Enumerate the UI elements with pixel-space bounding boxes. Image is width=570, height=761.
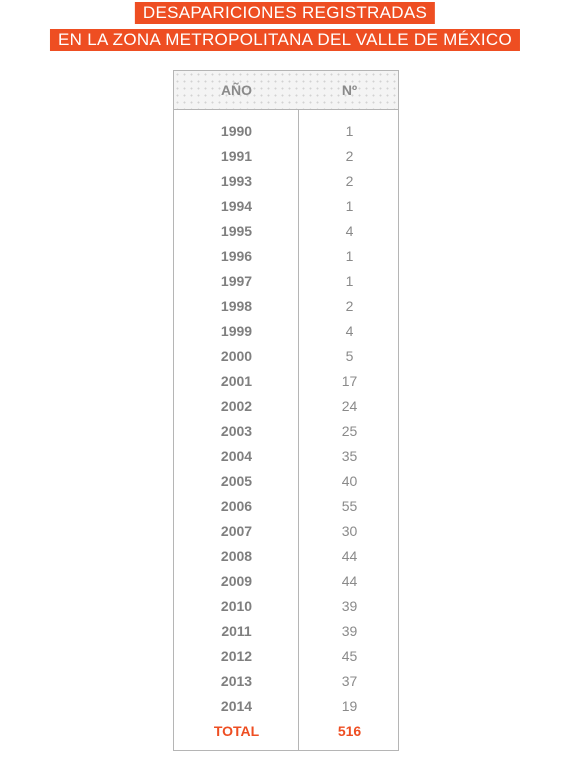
total-label: TOTAL [213,723,260,739]
year-cell: 2001 [220,373,253,389]
table-row [174,194,398,219]
year-cell: 2004 [220,448,253,464]
table-row [174,419,398,444]
header-year: AÑO [220,82,253,98]
table-row [174,144,398,169]
year-cell: 1998 [220,298,253,314]
table-row [174,694,398,719]
count-cell: 2 [345,148,354,164]
count-cell: 25 [341,423,358,439]
count-cell: 35 [341,448,358,464]
table-row [174,219,398,244]
count-cell: 37 [341,673,358,689]
table-row [174,319,398,344]
table-header [174,71,398,110]
count-cell: 4 [345,323,354,339]
count-cell: 1 [345,273,354,289]
table-row [174,119,398,144]
count-cell: 39 [341,598,358,614]
total-row [174,719,398,744]
count-cell: 1 [345,198,354,214]
table-row [174,569,398,594]
table-row [174,169,398,194]
table-row [174,619,398,644]
year-cell: 1993 [220,173,253,189]
year-cell: 2012 [220,648,253,664]
count-cell: 1 [345,123,354,139]
table-row [174,644,398,669]
table-row [174,344,398,369]
count-cell: 39 [341,623,358,639]
table-row [174,394,398,419]
year-cell: 2011 [221,623,252,639]
year-cell: 2002 [220,398,253,414]
table-body [174,119,398,744]
year-cell: 2010 [220,598,253,614]
year-cell: 2013 [220,673,253,689]
year-cell: 1990 [220,123,253,139]
count-cell: 24 [341,398,358,414]
count-cell: 5 [345,348,354,364]
title-line-2: EN LA ZONA METROPOLITANA DEL VALLE DE MÉXICO [50,29,520,51]
table-row [174,494,398,519]
count-cell: 40 [341,473,358,489]
table-row [174,244,398,269]
year-cell: 1994 [220,198,253,214]
count-cell: 2 [345,298,354,314]
year-cell: 2003 [220,423,253,439]
table-row [174,669,398,694]
total-value: 516 [337,723,362,739]
table-row [174,594,398,619]
count-cell: 1 [345,248,354,264]
year-cell: 1997 [220,273,253,289]
count-cell: 19 [341,698,358,714]
year-cell: 2007 [220,523,253,539]
year-cell: 1999 [220,323,253,339]
table-row [174,369,398,394]
year-cell: 2008 [220,548,253,564]
year-cell: 2000 [220,348,253,364]
year-cell: 2005 [220,473,253,489]
count-cell: 2 [345,173,354,189]
count-cell: 45 [341,648,358,664]
table-row [174,294,398,319]
table-row [174,444,398,469]
count-cell: 55 [341,498,358,514]
year-cell: 1996 [220,248,253,264]
table-row [174,269,398,294]
table-row [174,519,398,544]
data-table [173,70,399,751]
table-row [174,544,398,569]
year-cell: 1991 [220,148,253,164]
year-cell: 2009 [220,573,253,589]
header-count: Nº [341,82,358,98]
count-cell: 44 [341,573,358,589]
table-row [174,469,398,494]
title-line-1: DESAPARICIONES REGISTRADAS [135,2,435,24]
year-cell: 2014 [220,698,253,714]
count-cell: 44 [341,548,358,564]
count-cell: 4 [345,223,354,239]
count-cell: 17 [341,373,358,389]
year-cell: 1995 [220,223,253,239]
year-cell: 2006 [220,498,253,514]
count-cell: 30 [341,523,358,539]
